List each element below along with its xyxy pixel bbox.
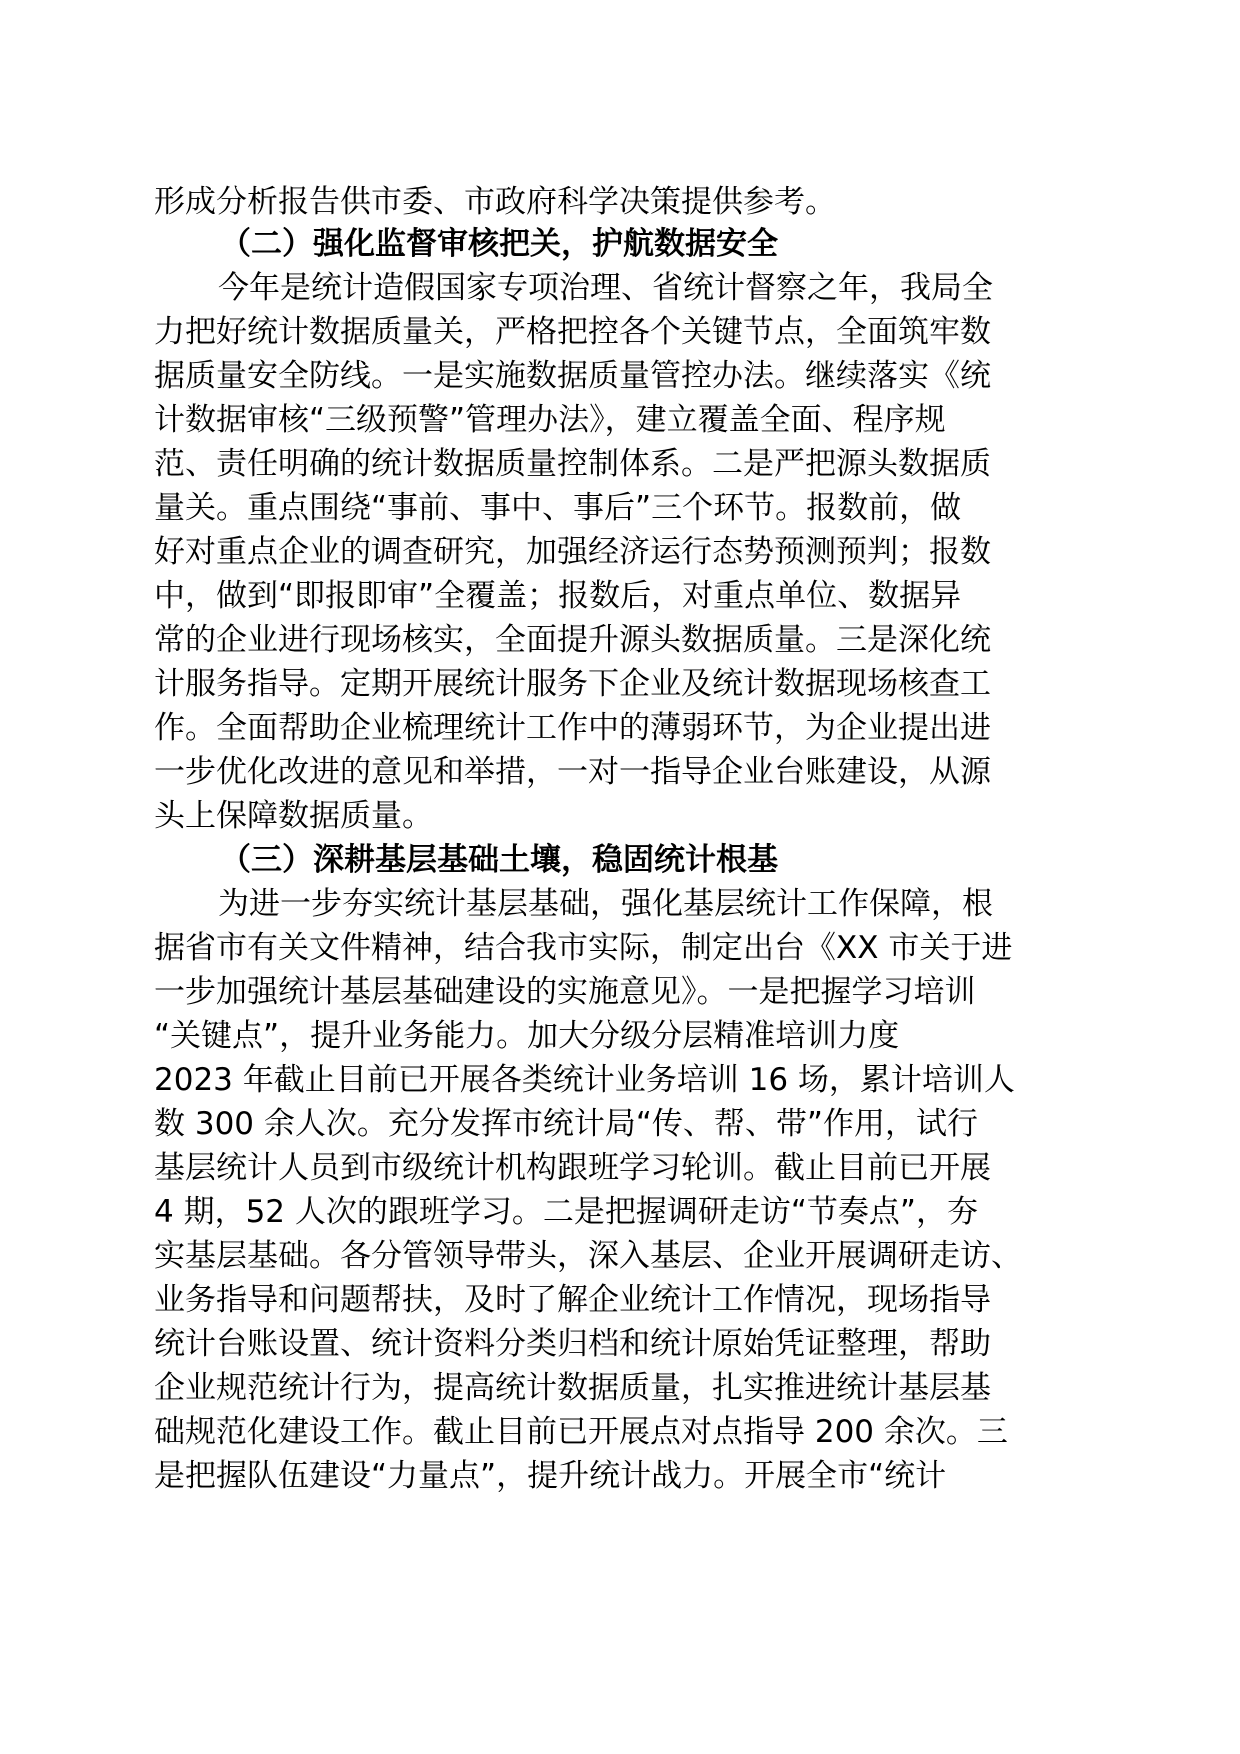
body-text-line: 形成分析报告供市委、市政府科学决策提供参考。 (154, 184, 836, 220)
body-text-line: 4 期，52 人次的跟班学习。二是把握调研走访“节奏点”，夯 (154, 1194, 978, 1230)
body-text-line: 数 300 余人次。充分发挥市统计局“传、帮、带”作用，试行 (154, 1106, 978, 1142)
body-text-line: 据质量安全防线。一是实施数据质量管控办法。继续落实《统 (154, 358, 991, 394)
section-heading: （二）强化监督审核把关，护航数据安全 (220, 226, 778, 262)
body-text-line: 一步加强统计基层基础建设的实施意见》。一是把握学习培训 (154, 974, 976, 1010)
body-text-line: 是把握队伍建设“力量点”，提升统计战力。开展全市“统计 (154, 1458, 947, 1494)
body-text-line: 据省市有关文件精神，结合我市实际，制定出台《XX 市关于进 (154, 930, 1013, 966)
body-text-line: 头上保障数据质量。 (154, 798, 433, 834)
body-text-line: 业务指导和问题帮扶，及时了解企业统计工作情况，现场指导 (154, 1282, 991, 1318)
body-text-line: 中，做到“即报即审”全覆盖；报数后，对重点单位、数据异 (154, 578, 962, 614)
body-text-line: 好对重点企业的调查研究，加强经济运行态势预测预判；报数 (154, 534, 991, 570)
body-text-line: 基层统计人员到市级统计机构跟班学习轮训。截止目前已开展 (154, 1150, 991, 1186)
body-text-line: 范、责任明确的统计数据质量控制体系。二是严把源头数据质 (154, 446, 991, 482)
body-text-line: 统计台账设置、统计资料分类归档和统计原始凭证整理，帮助 (154, 1326, 991, 1362)
body-text-line: 计服务指导。定期开展统计服务下企业及统计数据现场核查工 (154, 666, 991, 702)
body-text-line: 一步优化改进的意见和举措，一对一指导企业台账建设，从源 (154, 754, 991, 790)
body-text-line: 力把好统计数据质量关，严格把控各个关键节点，全面筑牢数 (154, 314, 991, 350)
paragraph-first-line: 今年是统计造假国家专项治理、省统计督察之年，我局全 (218, 270, 993, 306)
section-heading: （三）深耕基层基础土壤，稳固统计根基 (220, 842, 778, 878)
body-text-line: 企业规范统计行为，提高统计数据质量，扎实推进统计基层基 (154, 1370, 991, 1406)
body-text-line: 计数据审核“三级预警”管理办法》，建立覆盖全面、程序规 (154, 402, 946, 438)
body-text-line: “关键点”，提升业务能力。加大分级分层精准培训力度 (154, 1018, 900, 1054)
body-text-line: 实基层基础。各分管领导带头，深入基层、企业开展调研走访、 (154, 1238, 1022, 1274)
body-text-line: 础规范化建设工作。截止目前已开展点对点指导 200 余次。三 (154, 1414, 1008, 1450)
paragraph-first-line: 为进一步夯实统计基层基础，强化基层统计工作保障，根 (218, 886, 993, 922)
body-text-line: 常的企业进行现场核实，全面提升源头数据质量。三是深化统 (154, 622, 991, 658)
body-text-line: 作。全面帮助企业梳理统计工作中的薄弱环节，为企业提出进 (154, 710, 991, 746)
body-text-line: 2023 年截止目前已开展各类统计业务培训 16 场，累计培训人 (154, 1062, 1015, 1098)
body-text-line: 量关。重点围绕“事前、事中、事后”三个环节。报数前，做 (154, 490, 962, 526)
